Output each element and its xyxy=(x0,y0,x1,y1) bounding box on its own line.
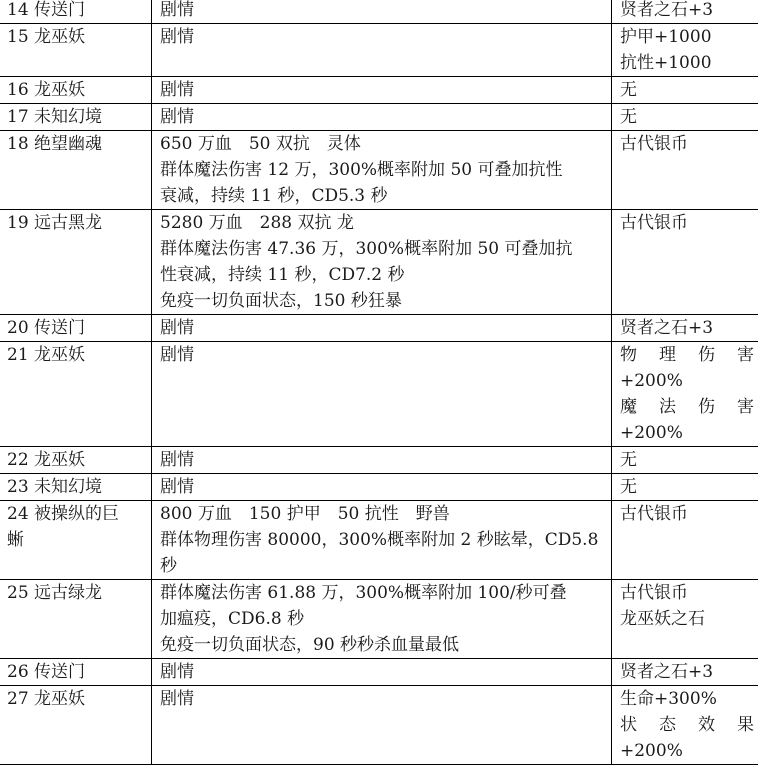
table-row xyxy=(0,342,758,447)
stage-desc-cell xyxy=(152,131,612,210)
stage-desc-line: 群体魔法伤害 47.36 万，300%概率附加 50 可叠加抗 xyxy=(160,239,573,259)
stage-name: 龙巫妖 xyxy=(34,689,86,709)
stage-index: 17 xyxy=(7,107,29,127)
stage-desc-line: 剧情 xyxy=(160,345,194,365)
stage-desc-cell xyxy=(152,77,612,104)
table-row xyxy=(0,315,758,342)
stage-reward-line: 无 xyxy=(620,450,637,470)
stage-reward-line: 无 xyxy=(620,80,637,100)
stage-index: 25 xyxy=(7,583,29,603)
table-row xyxy=(0,77,758,104)
stage-name: 传送门 xyxy=(34,662,86,682)
stage-name-cell xyxy=(0,77,152,104)
stage-reward-line: +200% xyxy=(620,741,683,761)
stage-desc-cell xyxy=(152,24,612,77)
stage-reward-line: 无 xyxy=(620,477,637,497)
stage-name-cell xyxy=(0,474,152,501)
stage-name-cell xyxy=(0,210,152,315)
stage-name-line xyxy=(7,77,145,103)
stage-index: 20 xyxy=(7,318,29,338)
stage-name-line xyxy=(7,0,145,23)
stage-name: 远古黑龙 xyxy=(34,213,103,233)
stage-desc-line: 性衰减，持续 11 秒，CD7.2 秒 xyxy=(160,265,405,285)
stage-desc-cell xyxy=(152,659,612,686)
table-row xyxy=(0,24,758,77)
table-row xyxy=(0,659,758,686)
stage-reward-cell xyxy=(612,474,758,501)
stage-reward-line: 抗性+1000 xyxy=(620,53,712,73)
stage-name-cell xyxy=(0,501,152,580)
stage-name-line xyxy=(7,131,145,157)
stage-name: 蜥 xyxy=(7,530,24,550)
stage-name-cell xyxy=(0,0,152,24)
stage-reward-line: 古代银币 xyxy=(620,134,688,154)
stage-name: 龙巫妖 xyxy=(34,450,86,470)
stage-name-cell xyxy=(0,659,152,686)
stage-reward-cell xyxy=(612,24,758,77)
stage-desc-cell xyxy=(152,104,612,131)
stage-reward-cell xyxy=(612,447,758,474)
stage-name-line xyxy=(7,447,145,473)
stage-reward-cell xyxy=(612,0,758,24)
stage-name-cell xyxy=(0,104,152,131)
stage-index: 14 xyxy=(7,0,29,20)
stage-reward-line: 贤者之石+3 xyxy=(620,0,714,20)
stage-desc-line: 秒 xyxy=(160,556,177,576)
stage-desc-cell xyxy=(152,501,612,580)
stage-reward-cell xyxy=(612,77,758,104)
stage-name: 龙巫妖 xyxy=(34,27,86,47)
stage-desc-line: 群体物理伤害 80000，300%概率附加 2 秒眩晕，CD5.8 xyxy=(160,530,599,550)
stage-index: 18 xyxy=(7,134,29,154)
stage-reward-line: 生命+300% xyxy=(620,689,717,709)
stage-reward-line: 护甲+1000 xyxy=(620,27,712,47)
stage-reward-line: 古代银币 xyxy=(620,504,688,524)
stage-desc-line: 650 万血 50 双抗 灵体 xyxy=(160,134,361,154)
stage-name: 传送门 xyxy=(34,318,86,338)
stage-index: 15 xyxy=(7,27,29,47)
stage-name-cell xyxy=(0,447,152,474)
stage-desc-line: 5280 万血 288 双抗 龙 xyxy=(160,213,354,233)
stage-name-line xyxy=(7,686,145,712)
stage-desc-cell xyxy=(152,342,612,447)
stage-name-line xyxy=(7,315,145,341)
stage-index: 23 xyxy=(7,477,29,497)
table-row xyxy=(0,447,758,474)
stage-reward-line: 龙巫妖之石 xyxy=(620,609,705,629)
stage-desc-cell xyxy=(152,210,612,315)
stage-desc-line: 免疫一切负面状态，150 秒狂暴 xyxy=(160,291,402,311)
stage-reward-cell xyxy=(612,501,758,580)
table-row xyxy=(0,104,758,131)
stage-reward-line: 贤者之石+3 xyxy=(620,662,714,682)
stage-reward-cell xyxy=(612,659,758,686)
stage-name-line xyxy=(7,659,145,685)
table-row xyxy=(0,580,758,659)
stage-name-cell xyxy=(0,342,152,447)
stage-reward-line: 魔法伤害 xyxy=(620,397,754,417)
stage-reward-line: 贤者之石+3 xyxy=(620,318,714,338)
stage-desc-cell xyxy=(152,474,612,501)
stage-reward-line: 状态效果 xyxy=(620,715,754,735)
stage-desc-line: 剧情 xyxy=(160,0,194,20)
stage-desc-line: 免疫一切负面状态，90 秒秒杀血量最低 xyxy=(160,635,460,655)
stage-desc-cell xyxy=(152,315,612,342)
table-row xyxy=(0,131,758,210)
stage-index: 24 xyxy=(7,504,29,524)
stage-index: 22 xyxy=(7,450,29,470)
stage-name-cell xyxy=(0,580,152,659)
stage-index: 19 xyxy=(7,213,29,233)
stage-desc-line: 剧情 xyxy=(160,477,194,497)
stage-desc-line: 剧情 xyxy=(160,80,194,100)
stage-name: 未知幻境 xyxy=(34,107,103,127)
stage-index: 21 xyxy=(7,345,29,365)
stage-name-cell xyxy=(0,686,152,765)
stage-desc-line: 剧情 xyxy=(160,318,194,338)
stage-desc-line: 剧情 xyxy=(160,107,194,127)
stage-name-line xyxy=(7,210,145,236)
stage-desc-cell xyxy=(152,0,612,24)
stage-reward-cell xyxy=(612,131,758,210)
stage-desc-line: 群体魔法伤害 61.88 万，300%概率附加 100/秒可叠 xyxy=(160,583,567,603)
stage-name-cell xyxy=(0,131,152,210)
stage-reward-line: 古代银币 xyxy=(620,583,688,603)
stage-name-line xyxy=(7,104,145,130)
stage-reward-cell xyxy=(612,342,758,447)
stage-desc-line: 800 万血 150 护甲 50 抗性 野兽 xyxy=(160,504,450,524)
stage-reward-line: 物理伤害 xyxy=(620,345,754,365)
stage-name: 龙巫妖 xyxy=(34,345,86,365)
table-row xyxy=(0,686,758,765)
stage-name-line xyxy=(7,474,145,500)
stage-reward-line: 古代银币 xyxy=(620,213,688,233)
stage-name-line xyxy=(7,342,145,368)
stage-reward-cell xyxy=(612,580,758,659)
stage-desc-line: 剧情 xyxy=(160,450,194,470)
stage-name: 被操纵的巨 xyxy=(34,504,120,524)
stage-reward-cell xyxy=(612,210,758,315)
stage-desc-line: 剧情 xyxy=(160,662,194,682)
stage-name: 传送门 xyxy=(34,0,86,20)
stage-name-line xyxy=(7,527,145,553)
stage-desc-line: 衰减，持续 11 秒，CD5.3 秒 xyxy=(160,186,388,206)
table-row xyxy=(0,501,758,580)
stage-reward-line: +200% xyxy=(620,371,683,391)
stage-reward-cell xyxy=(612,104,758,131)
stage-index: 16 xyxy=(7,80,29,100)
table-row xyxy=(0,0,758,24)
stage-name: 远古绿龙 xyxy=(34,583,103,603)
table-row xyxy=(0,474,758,501)
stage-name-cell xyxy=(0,315,152,342)
stage-reward-cell xyxy=(612,686,758,765)
stage-desc-cell xyxy=(152,580,612,659)
stage-name: 绝望幽魂 xyxy=(34,134,103,154)
stage-desc-line: 加瘟疫，CD6.8 秒 xyxy=(160,609,305,629)
stage-reward-line: +200% xyxy=(620,423,683,443)
stage-desc-cell xyxy=(152,447,612,474)
stage-name: 未知幻境 xyxy=(34,477,103,497)
stage-name-line xyxy=(7,24,145,50)
table-row xyxy=(0,210,758,315)
stage-name-cell xyxy=(0,24,152,77)
stage-desc-line: 群体魔法伤害 12 万，300%概率附加 50 可叠加抗性 xyxy=(160,160,563,180)
stage-reward-cell xyxy=(612,315,758,342)
stage-desc-line: 剧情 xyxy=(160,27,194,47)
stage-index: 26 xyxy=(7,662,29,682)
stage-desc-line: 剧情 xyxy=(160,689,194,709)
stage-name: 龙巫妖 xyxy=(34,80,86,100)
stage-index: 27 xyxy=(7,689,29,709)
stage-desc-cell xyxy=(152,686,612,765)
stage-name-line xyxy=(7,501,145,527)
stage-name-line xyxy=(7,580,145,606)
stage-reward-line: 无 xyxy=(620,107,637,127)
